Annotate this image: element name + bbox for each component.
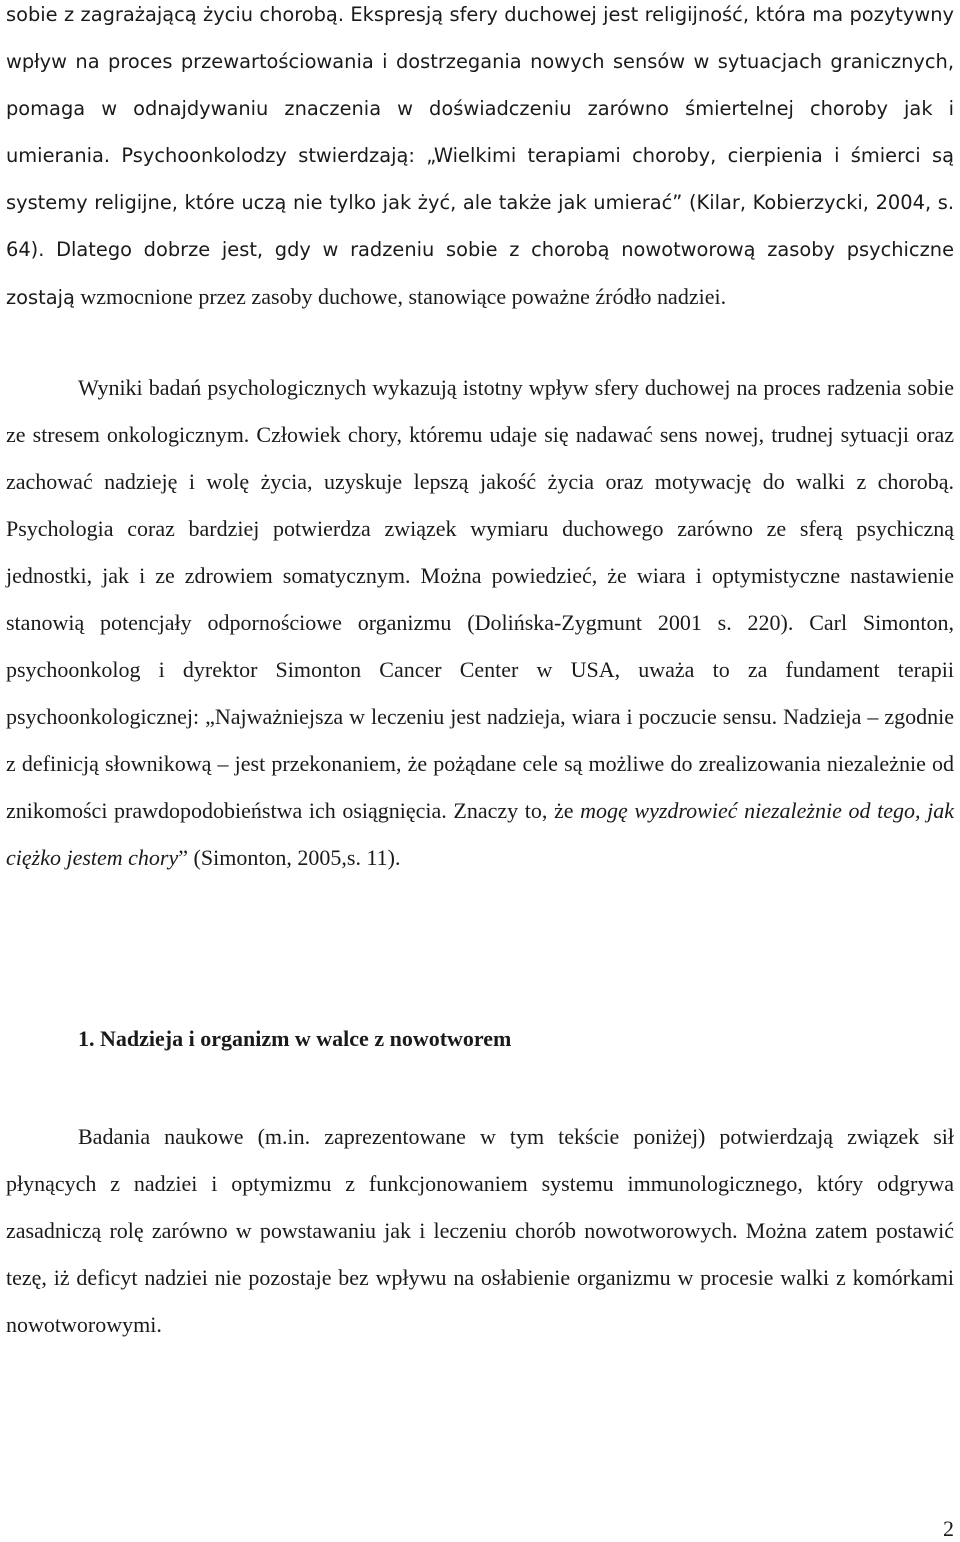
paragraph-research-italic-quote: mogę wyzdrowieć niezależnie od tego, jak ciężko jestem chory <box>6 798 954 870</box>
paragraph-scientific-research: Badania naukowe (m.in. zaprezentowane w tym tekście poniżej) potwierdzają związek sił płynących z nadziei i optymizmu z funkcjonowaniem systemu immunologicznego, który odgrywa zasadniczą rolę zarówno w powstawaniu jak i leczeniu chorób nowotworowych. Można zatem postawić tezę, iż deficyt nadziei nie pozostaje bez wpływu na osłabienie organizmu w procesie walki z komórkami nowotworowymi. <box>6 1124 954 1337</box>
paragraph-research-text-1: Wyniki badań psychologicznych wykazują istotny wpływ sfery duchowej na proces radzenia sobie ze stresem onkologicznym. Człowiek chory, któremu udaje się nadawać sens nowej, trudnej sytuacji oraz zachować nadzieję i wolę życia, uzyskuje lepszą jakość życia oraz motywację do walki z chorobą. Psychologia coraz bardziej potwierdza związek wymiaru duchowego zarówno ze sferą psychiczną jednostki, jak i ze zdrowiem somatycznym. Można powiedzieć, że wiara i optymistyczne nastawienie stanowią potencjały odpornościowe organizmu (Dolińska-Zygmunt 2001 s. 220). Carl Simonton, psychoonkolog i dyrektor Simonton Cancer Center w USA, uważa to za fundament terapii psychoonkologicznej: „Najważniejsza w leczeniu jest nadzieja, wiara i poczucie sensu. Nadzieja – zgodnie z definicją słownikową – jest przekonaniem, że pożądane cele są możliwe do zrealizowania niezależnie od znikomości prawdopodobieństwa ich osiągnięcia. Znaczy to, że <box>6 375 954 823</box>
page-number: 2 <box>943 1516 954 1541</box>
paragraph-research-text-2: ” (Simonton, 2005,s. 11). <box>178 845 401 870</box>
document-page <box>6 0 954 1541</box>
paragraph-spirituality-serif-text: wzmocnione przez zasoby duchowe, stanowiące poważne źródło nadziei. <box>74 284 727 309</box>
paragraph-spirituality <box>6 0 954 321</box>
paragraph-spirituality-sans-text: sobie z zagrażającą życiu chorobą. Ekspresją sfery duchowej jest religijność, która ma pozytywny wpływ na proces przewartościowania i dostrzegania nowych sensów w sytuacjach granicznych, pomaga w odnajdywaniu znaczenia w doświadczeniu zarówno śmiertelnej choroby jak i umierania. Psychoonkolodzy stwierdzają: „Wielkimi terapiami choroby, cierpienia i śmierci są systemy religijne, które uczą nie tylko jak żyć, ale także jak umierać” (Kilar, Kobierzycki, 2004, s. 64). Dlatego dobrze jest, gdy w radzeniu sobie z chorobą nowotworową zasoby psychiczne zostają <box>6 3 954 309</box>
paragraph-research-results <box>6 364 954 881</box>
section-heading: 1. Nadzieja i organizm w walce z nowotworem <box>78 1026 512 1051</box>
